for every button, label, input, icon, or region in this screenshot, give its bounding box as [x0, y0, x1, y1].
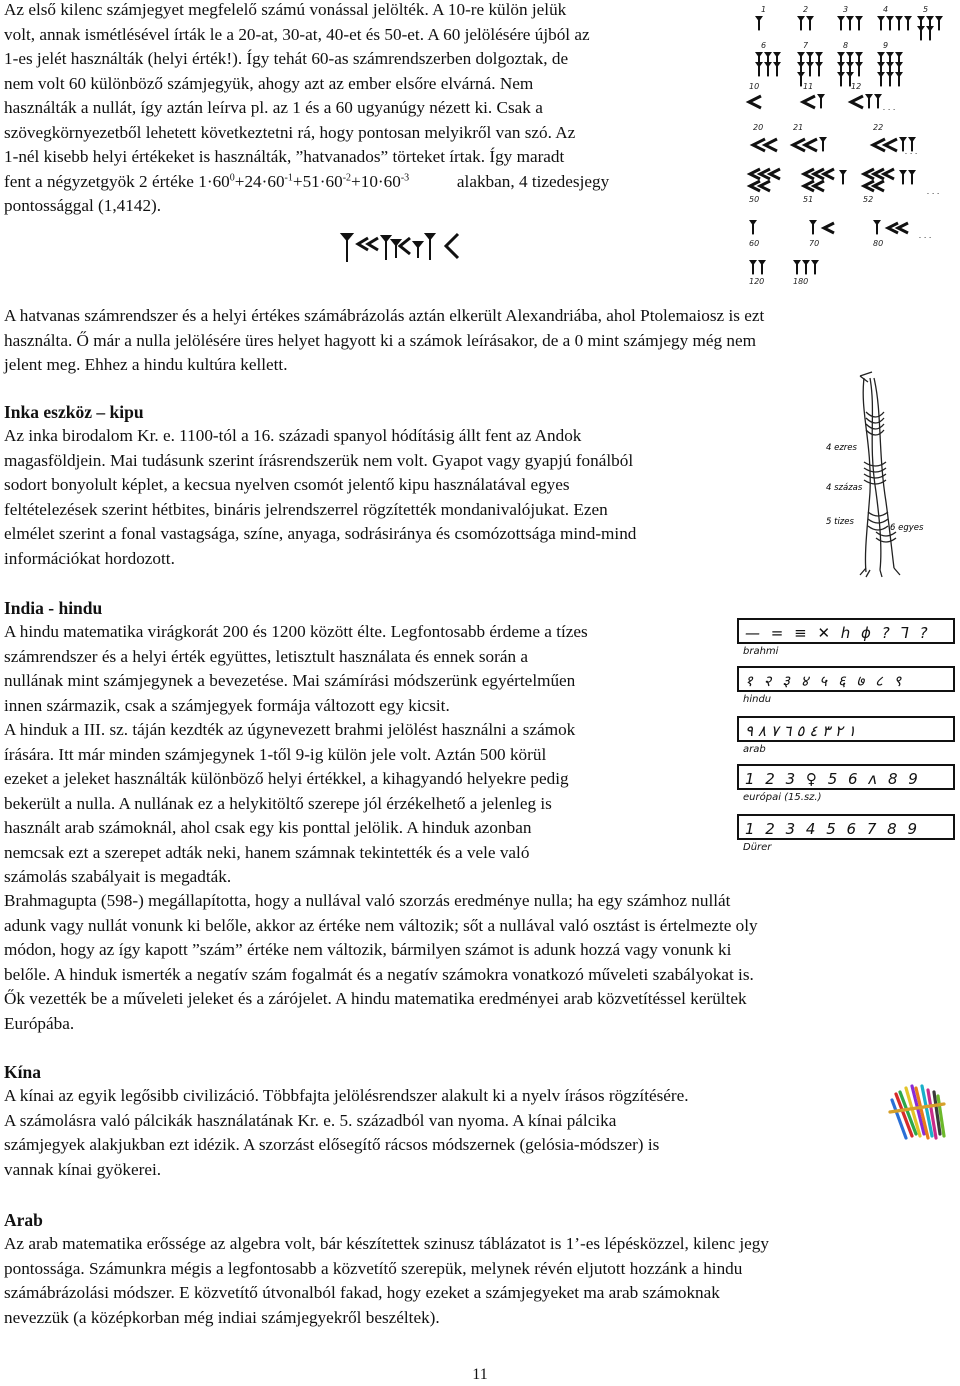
cuneiform-unit-wedge [886, 72, 894, 86]
babylon-paragraph [4, 0, 730, 219]
numeral-label: 10 [749, 82, 760, 91]
text-line: A számolásra való pálcikák használatának Kr. e. 5. századból van nyoma. A kínai pálcika [4, 1110, 617, 1130]
kipu-label: 4 százas [826, 483, 863, 493]
cuneiform-ten-wedge [805, 139, 817, 151]
cuneiform-unit-wedge [793, 260, 801, 274]
text-line: Az első kilenc számjegyet megfelelő számú vonással jelölték. A 10-re külön jelük [4, 0, 567, 19]
numeral-label: 80 [873, 239, 884, 248]
numeral-label: 11 [803, 82, 814, 91]
numeral-label: 5 [923, 5, 929, 14]
cuneiform-ten-wedge [898, 223, 908, 233]
cuneiform-ten-wedge [814, 181, 824, 191]
cuneiform-unit-wedge [846, 16, 854, 30]
cuneiform-ten-wedge [824, 223, 834, 233]
formula-suffix: alakban, 4 tizedesjegy [456, 171, 610, 191]
cuneiform-unit-wedge [899, 170, 907, 184]
inka-heading: Inka eszköz – kipu [4, 402, 144, 422]
cuneiform-unit-wedge [749, 260, 757, 274]
numeral-label: 21 [793, 123, 804, 132]
numeral-label: 51 [803, 195, 814, 204]
cuneiform-unit-wedge [802, 260, 810, 274]
text-line: számolás szabályait is megadták. [4, 867, 232, 886]
cuneiform-unit-wedge [764, 62, 772, 76]
text-line: A hinduk a III. sz. táján kezdték az úgynevezett brahmi jelölést használni a számok [4, 720, 576, 739]
text-line: elmélet szerint a fonal vastagsága, színe, anyaga, sodrásiránya és csomózottsága mind-mind [4, 524, 637, 543]
india-heading: India - hindu [4, 598, 103, 618]
cuneiform-unit-wedge [806, 16, 814, 30]
numeral-label: 9 [883, 41, 889, 50]
page-number: 11 [472, 1366, 488, 1383]
kina-paragraph [4, 1084, 866, 1182]
text-line: Ők vezették be a műveleti jeleket és a zárójelet. A hindu matematika eredményei arab közvetítéssel kerültek [4, 989, 747, 1008]
cuneiform-unit-wedge [837, 16, 845, 30]
cuneiform-unit-wedge [819, 137, 827, 151]
text-line: használták a nullát, így aztán leírva pl. az 1 és a 60 ugyanúgy nézett ki. Csak a [4, 98, 543, 117]
cuneiform-ten-wedge [824, 169, 834, 179]
text-line: ezeket a jeleket használták különböző helyi értékkel, a kihagyandó helyekre pedig [4, 769, 569, 788]
numeral-label: 50 [749, 195, 760, 204]
cuneiform-ten-wedge [851, 96, 863, 108]
cuneiform-unit-wedge [749, 220, 757, 234]
cuneiform-unit-wedge [755, 62, 763, 76]
text-line: Európába. [4, 1013, 75, 1033]
text-line: 1-es jelét használták (helyi érték!). Így tehát 60-as számrendszerben dolgoztak, de [4, 49, 569, 68]
cuneiform-ten-wedge [765, 139, 777, 151]
india-paragraph [4, 620, 728, 890]
kipu-label: 6 egyes [890, 523, 924, 533]
cuneiform-ten-wedge [885, 139, 897, 151]
text-line: belőle. A hinduk ismerték a negatív szám fogalmát és a negatív számokra vonatkozó műveleti szabályokat is. [4, 964, 754, 984]
text-line: feltételezések szerint hétbites, bináris jelrendszerrel rögzítették mondanivalójukat. Ezen [4, 499, 608, 519]
cuneiform-unit-wedge [837, 72, 845, 86]
numeral-label: 2 [803, 5, 809, 14]
cuneiform-unit-wedge [855, 16, 863, 30]
text-line: innen származik, csak a számjegyek formája változott egy kicsit. [4, 695, 450, 715]
cuneiform-sqrt2-illustration [338, 228, 468, 268]
numeral-script-row: ١ ٢ ٣ ٤ ٥ ٦ ٧ ٨ ٩ [737, 716, 955, 742]
cuneiform-unit-wedge [811, 260, 819, 274]
numeral-script-label: európai (15.sz.) [743, 792, 822, 803]
text-line: szövegkörnyezetből lehetett következtetni rá, hogy pontosan melyikről van szó. Az [4, 122, 576, 142]
text-line: sodort bonyolult képlet, a kecsua nyelven csomót jelentő kipu használatával egyes [4, 475, 570, 494]
brahmagupta-paragraph [4, 889, 957, 1036]
sqrt-formula-line: fent a négyzetgyök 2 értéke $1\cdot 60^0+24\cdot 60^{-1}+51\cdot 60^{-2}+10\cdot 60^{-3}$ alakban, 4 tizedesjegy [4, 170, 730, 195]
text-line: nullának mint számjegynek a bevezetése. Mai számírási módszerünk egyértelműen [4, 671, 576, 690]
cuneiform-unit-wedge [908, 170, 916, 184]
arab-heading: Arab [4, 1210, 43, 1230]
text-line: nevezzük (a középkorban még indiai számjegyekről beszéltek). [4, 1307, 440, 1327]
kipu-label: 4 ezres [826, 443, 857, 453]
text-line: bekerült a nulla. A nullának ez a helykitöltő szerepe jól érzékelhető a jelenleg is [4, 793, 552, 813]
text-line: pontossága. Számunkra mégis a legfontosabb a közvetítő szerepük, melynek révén eljutott hozzánk a hindu [4, 1258, 743, 1278]
cuneiform-ten-wedge [803, 96, 815, 108]
numeral-script-label: Dürer [743, 842, 772, 853]
numeral-scripts-figure [737, 618, 959, 866]
text-line: írására. Itt már minden számjegynek 1-től 9-ig külön jele volt. Aztán 500 körül [4, 744, 547, 764]
text-line: használta. Ő már a nulla jelölésére üres helyet hagyott ki a számok leírásakor, de a 0 mint számjegy még nem [4, 330, 756, 350]
numeral-label: 6 [761, 41, 767, 50]
numeral-label: 4 [883, 5, 889, 14]
cuneiform-unit-wedge [874, 94, 882, 108]
cuneiform-ten-wedge [760, 181, 770, 191]
inka-paragraph [4, 424, 796, 571]
cuneiform-ten-wedge [874, 181, 884, 191]
cuneiform-unit-wedge [855, 62, 863, 76]
numeral-label: 60 [749, 239, 760, 248]
term-1: $1\cdot 60^0+24\cdot 60^{-1}+51\cdot 60^{-2}+10\cdot 60^{-3}$ [198, 171, 410, 191]
text-line: Az inka birodalom Kr. e. 1100-tól a 16. századi spanyol hódításig állt fent az Andok [4, 426, 582, 445]
cuneiform-unit-wedge [797, 16, 805, 30]
cuneiform-unit-wedge [773, 62, 781, 76]
text-line: módon, hogy az így kapott ”szám” értéke nem változik, bármilyen számot is adunk hozzá vagy vonunk ki [4, 940, 732, 959]
cuneiform-unit-wedge [877, 16, 885, 30]
text-line: A kínai az egyik legősibb civilizáció. Többfajta jelölésrendszer alakult ki a nyelv írásos rögzítésére. [4, 1086, 689, 1105]
numeral-label: 20 [753, 123, 764, 132]
cuneiform-ten-wedge [749, 96, 761, 108]
text-line: 1-nél kisebb helyi értékeket is használták, ”hatvanados” törteket írtak. Így maradt [4, 147, 565, 166]
cuneiform-unit-wedge [895, 72, 903, 86]
text-line: számrendszer és a helyi érték együttes, letisztult használata és ennek során a [4, 646, 529, 666]
cuneiform-ten-wedge [770, 169, 780, 179]
cuneiform-unit-wedge [873, 220, 881, 234]
numeral-label: 120 [749, 277, 765, 286]
cuneiform-unit-wedge [806, 62, 814, 76]
kipu-illustration [820, 372, 960, 577]
text-line: számábrázolási módszer. E közvetítő útvonalból fakad, hogy ezeket a számjegyeket ma arab számoknak [4, 1283, 720, 1302]
text-line: A hatvanas számrendszer és a helyi értékes számábrázolás aztán elkerült Alexandriába, ahol Ptolemaiosz is ezt [4, 306, 765, 325]
numeral-script-row: — = ≡ ✕ h ɸ ? ꓶ ? [737, 618, 955, 644]
cuneiform-unit-wedge [865, 94, 873, 108]
cuneiform-unit-wedge [758, 260, 766, 274]
text-line: adunk vagy nullát vonunk ki belőle, akkor az értéke nem változik; sőt a nullával való osztást is értelmezte oly [4, 915, 758, 935]
cuneiform-unit-wedge [935, 16, 943, 30]
text-line: nem volt 60 különböző számjegyük, ahogy azt az ember elsőre elvárná. Nem [4, 73, 534, 93]
text-line: A hindu matematika virágkorát 200 és 1200 között élte. Legfontosabb érdeme a tízes [4, 622, 588, 641]
numeral-label: 180 [793, 277, 809, 286]
numeral-label: 22 [873, 123, 884, 132]
text-line: információkat hordozott. [4, 548, 175, 568]
text-line: nemcsak ezt a szerepet adták neki, hanem számnak tekintették és a vele való [4, 842, 530, 862]
alexandria-paragraph [4, 304, 957, 378]
cuneiform-unit-wedge [886, 16, 894, 30]
cuneiform-unit-wedge [904, 16, 912, 30]
text-line: magasföldjein. Mai tudásunk szerint írásrendszerük nem volt. Gyapot vagy gyapjú fonálból [4, 450, 634, 470]
numeral-label: 8 [843, 41, 849, 50]
counting-rods-illustration [886, 1082, 948, 1144]
text-line: volt, annak ismétlésével írták le a 20-at, 30-at, 40-et és 50-et. A 60 jelölésére újból az [4, 24, 590, 44]
cuneiform-unit-wedge [895, 16, 903, 30]
cuneiform-unit-wedge [917, 26, 925, 40]
kipu-label: 5 tizes [826, 517, 854, 527]
cuneiform-unit-wedge [809, 220, 817, 234]
text-line: számjegyek alakjukban ezt idézik. A szorzást elősegítő rácsos módszernek (gelósia-módszer) is [4, 1135, 660, 1154]
kina-heading: Kína [4, 1062, 41, 1082]
numeral-script-row: १ २ ३ ४ ५ ६ ७ ८ ९ [737, 666, 955, 692]
numeral-script-row: 1 2 3 4 5 6 7 8 9 [737, 814, 955, 840]
cuneiform-unit-wedge [877, 72, 885, 86]
text-line: használt arab számoknál, ahol csak egy kis ponttal jelölik. A hinduk azonban [4, 818, 532, 837]
numeral-script-label: hindu [743, 694, 772, 705]
cuneiform-unit-wedge [817, 94, 825, 108]
text-line: Brahmagupta (598-) megállapította, hogy a nullával való szorzás eredménye nulla; ha egy számhoz nullát [4, 891, 731, 910]
text-line: Az arab matematika erőssége az algebra volt, bár készítettek szinusz táblázatot is 1’-es lépésközzel, kilenc jegy [4, 1234, 769, 1253]
numeral-script-row: 1 2 3 ♀ 5 6 ʌ 8 9 [737, 764, 955, 790]
numeral-label: . . . [927, 187, 940, 196]
numeral-label: 3 [843, 5, 849, 14]
babylonian-numerals-figure [743, 2, 958, 287]
cuneiform-unit-wedge [755, 16, 763, 30]
numeral-label: 12 [851, 82, 862, 91]
text-line: vannak kínai gyökerei. [4, 1159, 162, 1179]
cuneiform-unit-wedge [815, 62, 823, 76]
numeral-script-label: brahmi [743, 646, 779, 657]
cuneiform-unit-wedge [839, 170, 847, 184]
cuneiform-unit-wedge [926, 26, 934, 40]
text-line: pontossággal (1,4142). [4, 196, 162, 215]
numeral-label: 1 [761, 5, 767, 14]
numeral-label: 70 [809, 239, 820, 248]
numeral-label: . . . [919, 231, 932, 240]
numeral-label: 7 [803, 41, 809, 50]
numeral-script-label: arab [743, 744, 766, 755]
numeral-label: . . . [883, 103, 896, 112]
cuneiform-ten-wedge [884, 169, 894, 179]
numeral-label: 52 [863, 195, 874, 204]
text-line: jelent meg. Ehhez a hindu kultúra kellett. [4, 355, 288, 374]
arab-paragraph [4, 1232, 957, 1330]
numeral-label: . . . [905, 147, 918, 156]
